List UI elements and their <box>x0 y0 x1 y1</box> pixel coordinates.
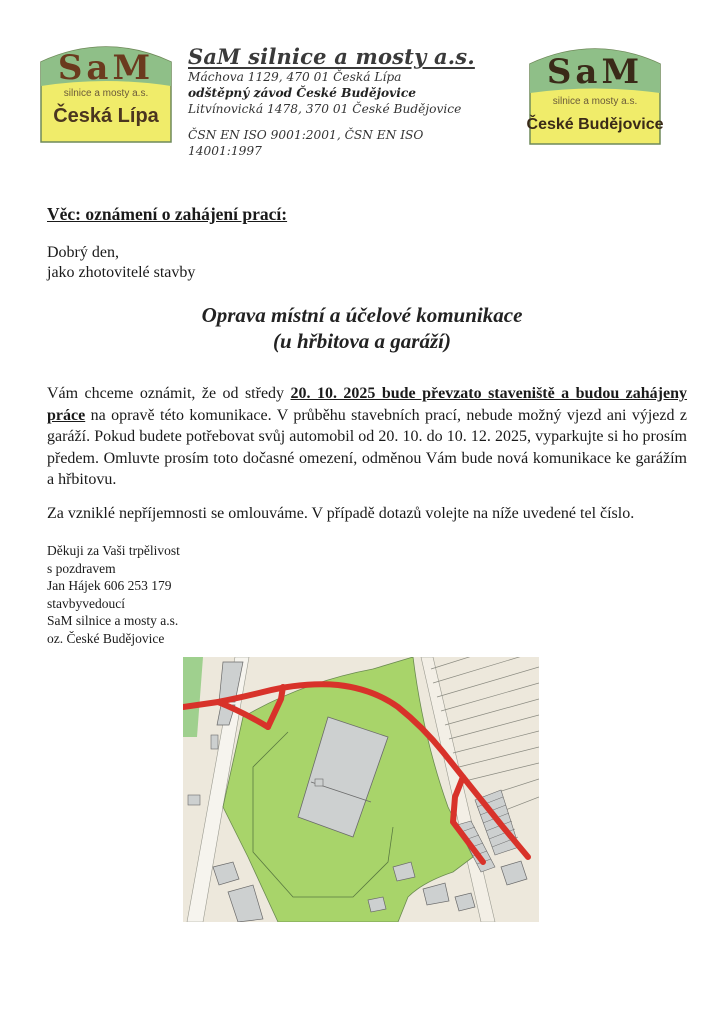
svg-text:silnice a mosty a.s.: silnice a mosty a.s. <box>63 88 149 99</box>
logo-graphic <box>527 38 663 146</box>
notice-details: na opravě této komunikace. V průběhu stavebních prací, nebude možný vjezd ani výjezd z garáží. Pokud budete potřebovat svůj automobil od 20. 10. do 10. 12. 2025, vyparkujte si ho prosím předem. Omluvte prosím toto dočasné omezení, odměnou Vám bude nová komunikace ke garážím a hřbitovu. <box>47 406 687 488</box>
logo-brand: SaM <box>57 48 155 88</box>
notice-paragraph <box>47 383 687 491</box>
company-header <box>188 44 508 159</box>
signature-line: s pozdravem <box>47 560 116 576</box>
iso-line-1: ČSN EN ISO 9001:2001, ČSN EN ISO <box>188 128 424 142</box>
branch-name: odštěpný závod České Budějovice <box>188 86 417 100</box>
svg-text:silnice a mosty a.s.: silnice a mosty a.s. <box>552 96 638 107</box>
map-graphic <box>183 657 539 922</box>
company-address: Máchova 1129, 470 01 Česká Lípa <box>188 70 402 84</box>
logo-graphic <box>38 36 174 144</box>
greeting-line-1: Dobrý den, <box>47 244 119 261</box>
svg-text:Česká Lípa: Česká Lípa <box>53 105 159 127</box>
svg-text:České Budějovice: České Budějovice <box>527 116 663 133</box>
letter-subject: Věc: oznámení o zahájení prací: <box>47 204 288 224</box>
logo-sam-ceska-lipa <box>38 36 174 144</box>
logo-sam-ceske-budejovice <box>527 38 663 146</box>
project-title <box>0 302 724 354</box>
company-name: SaM silnice a mosty a.s. <box>188 44 475 69</box>
signature-role: stavbyvedoucí <box>47 595 125 611</box>
branch-address: Litvínovická 1478, 370 01 České Budějovice <box>188 102 462 116</box>
greeting-line-2: jako zhotovitelé stavby <box>47 264 196 281</box>
project-title-line-1: Oprava místní a účelové komunikace <box>201 303 523 327</box>
signature-contact: Jan Hájek 606 253 179 <box>47 578 172 593</box>
site-plan-map <box>183 657 539 922</box>
apology-paragraph: Za vzniklé nepříjemnosti se omlouváme. V případě dotazů volejte na níže uvedené tel číslo. <box>47 505 635 522</box>
logo-brand: SaM <box>546 52 644 92</box>
notice-date-highlight: 20. 10. 2025 bude převzato staveniště a budou zahájeny práce <box>47 385 688 424</box>
signature-company: SaM silnice a mosty a.s. <box>47 613 179 628</box>
notice-intro: Vám chceme oznámit, že od středy <box>47 385 291 402</box>
iso-line-2: 14001:1997 <box>188 144 262 158</box>
signature-branch: oz. České Budějovice <box>47 630 165 646</box>
project-title-line-2: (u hřbitova a garáží) <box>273 329 451 353</box>
greeting <box>47 243 195 283</box>
signature-line: Děkuji za Vaši trpělivost <box>47 543 180 558</box>
signature-block <box>47 542 180 647</box>
